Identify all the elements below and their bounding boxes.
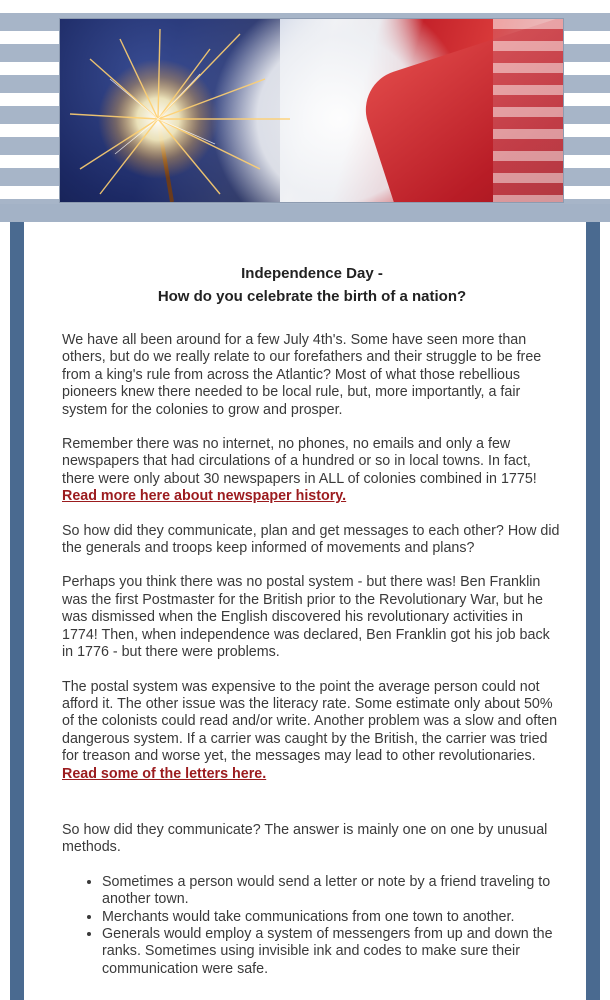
header-bottom-bar xyxy=(0,204,610,222)
newspaper-history-link[interactable]: Read more here about newspaper history. xyxy=(62,488,347,505)
list-item: • Sometimes a person would send a letter or note by a friend traveling to another town. xyxy=(102,874,562,909)
title-line-1: Independence Day - xyxy=(241,265,383,282)
banner-image xyxy=(59,18,564,203)
spacer xyxy=(62,800,562,822)
paragraph-newspapers xyxy=(62,436,562,506)
paragraph-postal-system: Perhaps you think there was no postal system - but there was! Ben Franklin was the first Postmaster for the British prior to the Revolutionary War, but he was dismissed when the English discovered his revolutionary activities in 1774! Then, when independence was declared, Ben Franklin got his job back in 1776 - but there were problems. xyxy=(62,574,550,661)
paragraph-newspapers-text: Remember there was no internet, no phones, no emails and only a few newspapers that had circulations of a hundred or so in local towns. In fact, there were only about 30 newspapers in ALL of colonies combined in 1775! xyxy=(62,436,537,487)
article-title xyxy=(62,262,562,308)
paragraph-answer: So how did they communicate? The answer is mainly one on one by unusual methods. xyxy=(62,821,548,856)
paragraph-postal-problems-text: The postal system was expensive to the point the average person could not afford it. The other issue was the literacy rate. Some estimate only about 50% of the colonists could read and/or write. Another problem was a slow and often dangerous system. If a carrier was caught by the British, the carrier was tried for treason and worse yet, the messages may lead to other revolutionaries. xyxy=(62,678,558,765)
paragraph-postal-problems xyxy=(62,679,562,783)
title-line-2: How do you celebrate the birth of a nation? xyxy=(157,288,467,305)
letters-link[interactable]: Read some of the letters here. xyxy=(62,765,267,782)
list-item: • Generals would employ a system of messengers from up and down the ranks. Sometimes using invisible ink and codes to make sure their communication were safe. xyxy=(102,926,562,978)
sparkler-icon xyxy=(60,19,563,202)
list-item: • Merchants would take communications from one town to another. xyxy=(102,909,562,926)
article-content xyxy=(62,262,562,978)
methods-list xyxy=(62,874,562,978)
paragraph-intro: We have all been around for a few July 4th's. Some have seen more than others, but do we really relate to our forefathers and their struggle to be free from a king's rule from across the Atlantic? Most of what those rebellious pioneers knew there needed to be local rule, but, more importantly, a fair system for the colonies to grow and prosper. xyxy=(62,332,542,418)
paragraph-communication-question: So how did they communicate, plan and get messages to each other? How did the generals and troops keep informed of movements and plans? xyxy=(62,522,560,557)
